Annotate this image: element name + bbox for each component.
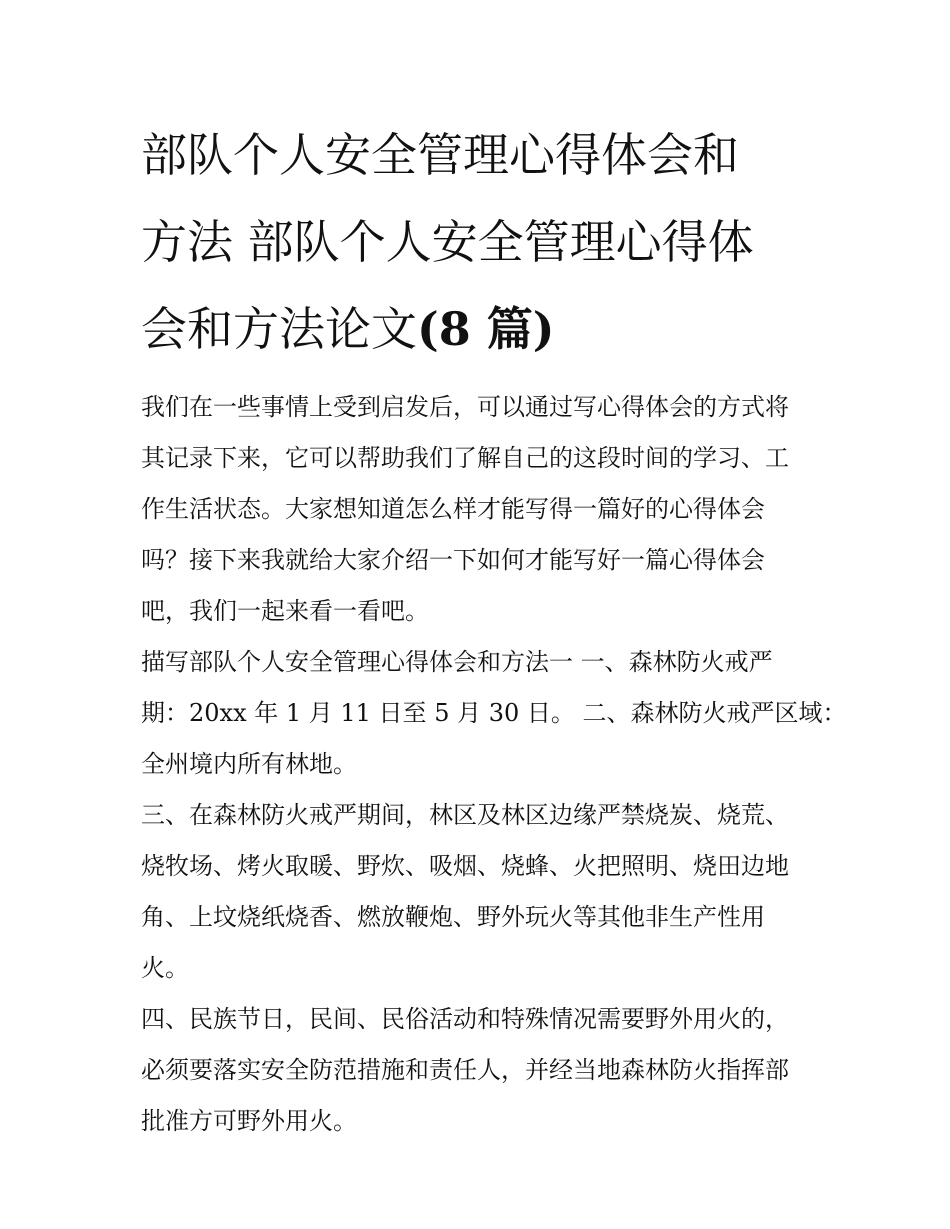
text-line: 火。 (141, 954, 189, 982)
text-line: 描写部队个人安全管理心得体会和方法一 一、森林防火戒严 (141, 648, 773, 676)
text-line: 烧牧场、烤火取暖、野炊、吸烟、烧蜂、火把照明、烧田边地 (141, 852, 789, 880)
text-line: 我们在一些事情上受到启发后，可以通过写心得体会的方式将 (141, 393, 789, 421)
paragraph-special-use (141, 994, 813, 1147)
title-line: 方法 部队个人安全管理心得体 (141, 215, 754, 269)
text-line: 作生活状态。大家想知道怎么样才能写得一篇好的心得体会 (141, 495, 765, 523)
text-line: 吧，我们一起来看一看吧。 (141, 597, 429, 625)
text-line: 三、在森林防火戒严期间，林区及林区边缘严禁烧炭、烧荒、 (141, 801, 789, 829)
title-line-text: 会和方法论文 (141, 302, 417, 356)
document-title (141, 112, 813, 373)
title-line: 部队个人安全管理心得体会和 (141, 128, 739, 182)
title-line (141, 286, 813, 373)
text-line: 批准方可野外用火。 (141, 1107, 357, 1135)
intro-paragraph (141, 382, 813, 637)
paragraph-fire-ban-period (141, 637, 847, 790)
text-line: 吗？接下来我就给大家介绍一下如何才能写好一篇心得体会 (141, 546, 765, 574)
text-line: 必须要落实安全防范措施和责任人，并经当地森林防火指挥部 (141, 1056, 789, 1084)
document-body (141, 112, 847, 1147)
paragraph-fire-prohibitions (141, 790, 813, 994)
text-line: 期：20xx 年 1 月 11 日至 5 月 30 日。 二、森林防火戒严区域： (141, 699, 847, 727)
text-line: 全州境内所有林地。 (141, 750, 357, 778)
text-line: 角、上坟烧纸烧香、燃放鞭炮、野外玩火等其他非生产性用 (141, 903, 765, 931)
text-line: 四、民族节日，民间、民俗活动和特殊情况需要野外用火的， (141, 1005, 789, 1033)
text-line: 其记录下来，它可以帮助我们了解自己的这段时间的学习、工 (141, 444, 789, 472)
title-count-suffix: (8 篇) (417, 302, 555, 356)
